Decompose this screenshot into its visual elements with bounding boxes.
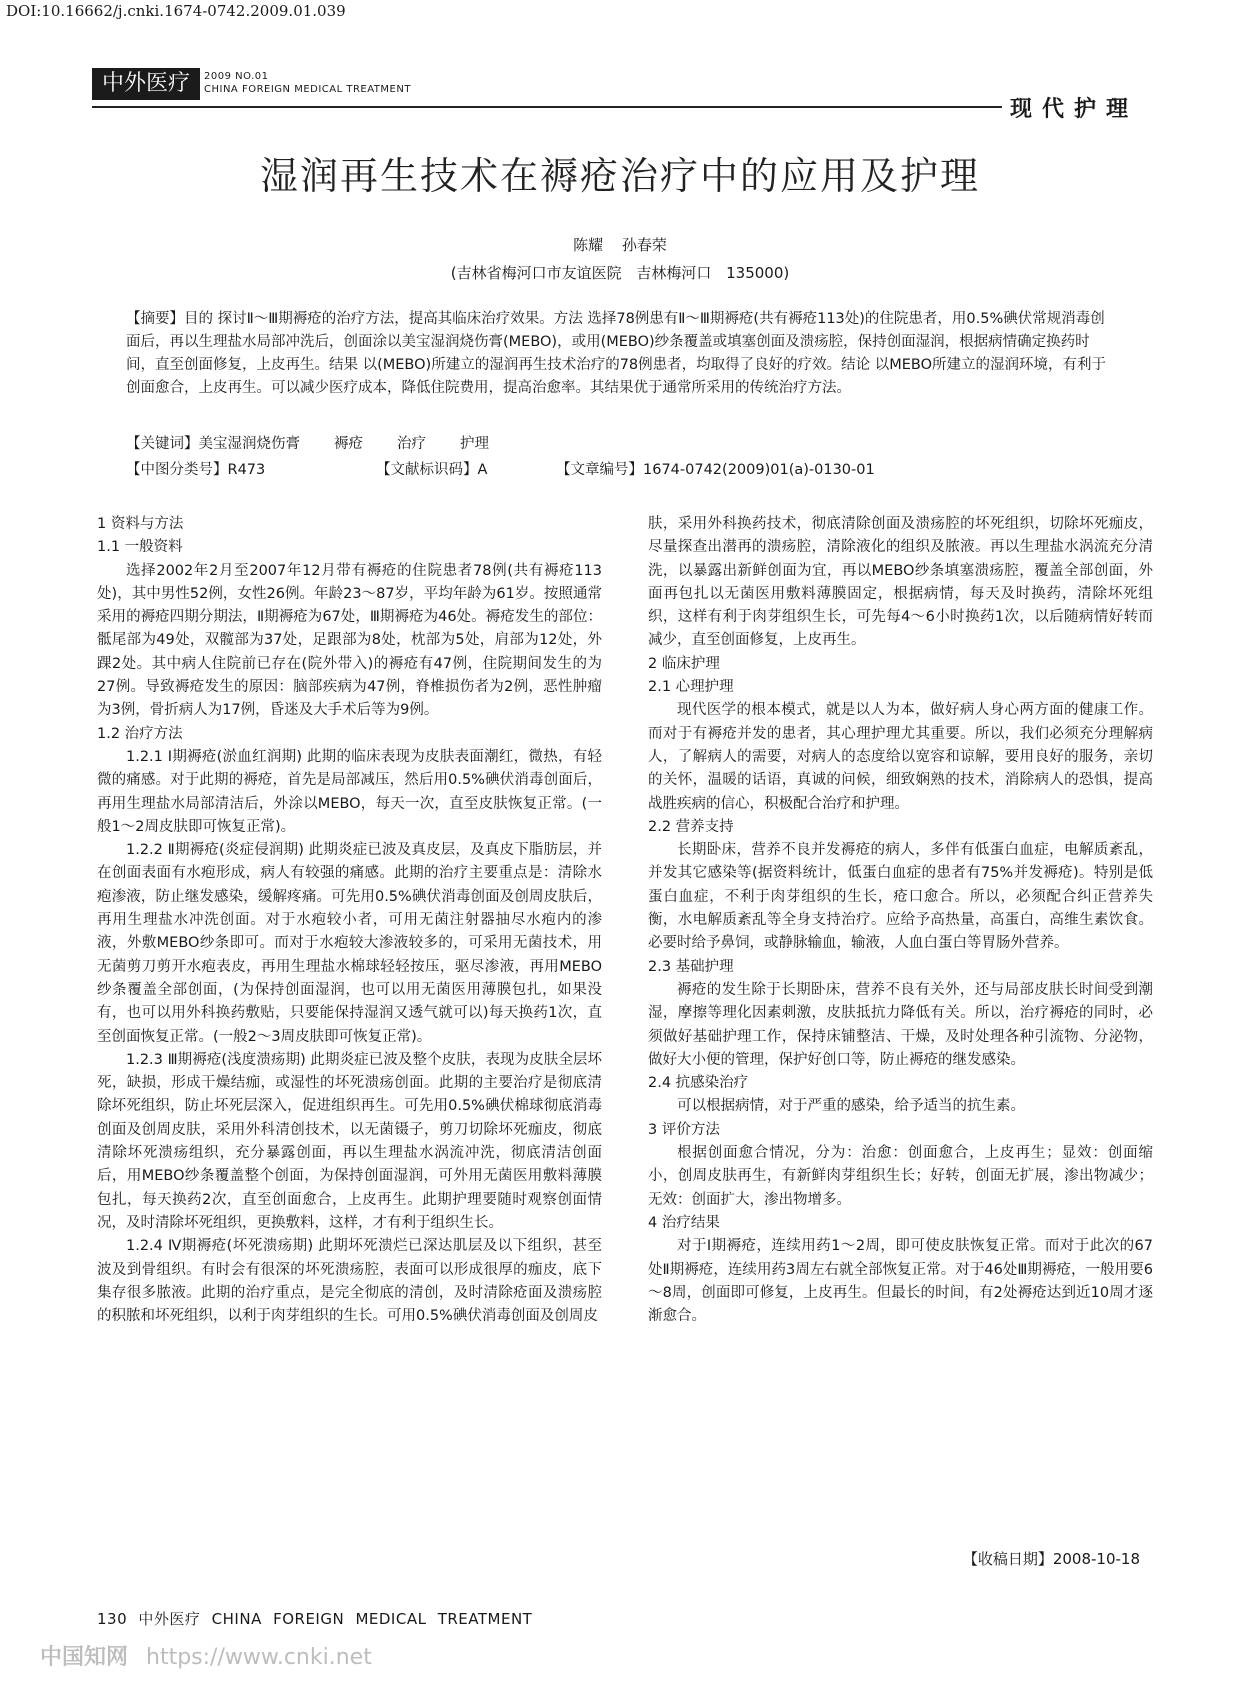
journal-en-name: CHINA FOREIGN MEDICAL TREATMENT xyxy=(204,84,411,95)
paragraph: 1.2.4 Ⅳ期褥疮(坏死溃疡期) 此期坏死溃烂已深达肌层及以下组织，甚至波及到骨组织。有时会有很深的坏死溃疡腔，表面可以形成很厚的痂皮，底下集存很多脓液。此期的治疗重点，是完全彻底的清创，及时清除疮面及溃疡腔的积脓和坏死组织，以利于肉芽组织的生长。可用0.5%碘伏消毒创面及创周皮 xyxy=(97,1238,602,1325)
left-column xyxy=(97,513,602,1328)
keyword: 护理 xyxy=(460,436,489,452)
authors: 陈耀 孙春荣 xyxy=(573,236,667,254)
clc-code: 【中图分类号】R473 xyxy=(126,462,266,478)
abstract-text: 【摘要】目的 探讨Ⅱ～Ⅲ期褥疮的治疗方法，提高其临床治疗效果。方法 选择78例患有Ⅱ～Ⅲ期褥疮(共有褥疮113处)的住院患者，用0.5%碘伏常规消毒创面后，再以生理盐水局部冲洗后，创面涂以美宝湿润烧伤膏(MEBO)，或用(MEBO)纱条覆盖或填塞创面及溃疡腔，保持创面湿润，根据病情确定换药时间，直至创面修复，上皮再生。结果 以(MEBO)所建立的湿润再生技术治疗的78例患者，均取得了良好的疗效。结论 以MEBO所建立的湿润环境，有利于创面愈合，上皮再生。可以减少医疗成本，降低住院费用，提高治愈率。其结果优于通常所采用的传统治疗方法。 xyxy=(126,311,1107,396)
section-heading: 2.1 心理护理 xyxy=(648,679,734,696)
doc-code: 【文献标识码】A xyxy=(376,462,488,478)
keywords-label: 【关键词】 xyxy=(126,436,199,452)
cnki-watermark xyxy=(40,1640,372,1671)
paragraph: 1.2.2 Ⅱ期褥疮(炎症侵润期) 此期炎症已波及真皮层，及真皮下脂肪层，并在创面表面有水疱形成，病人有较强的痛感。此期的治疗主要重点是：清除水疱渗液，防止继发感染，缓解疼痛。可先用0.5%碘伏消毒创面及创周皮肤后，再用生理盐水冲洗创面。对于水疱较小者，可用无菌注射器抽尽水疱内的渗液，外敷MEBO纱条即可。而对于水疱较大渗液较多的，可采用无菌技术，用无菌剪刀剪开水疱表皮，再用生理盐水棉球轻轻按压，驱尽渗液，再用MEBO纱条覆盖全部创面，(为保持创面湿润，也可以用无菌医用薄膜包扎，如果没有，也可以用外科换药敷贴，只要能保持湿润又透气就可以)每天换药1次，直至创面恢复正常。(一般2～3周皮肤即可恢复正常)。 xyxy=(97,842,602,1045)
section-heading: 2.3 基础护理 xyxy=(648,958,734,975)
journal-meta xyxy=(204,70,411,96)
keywords xyxy=(126,432,523,453)
doi-line: DOI:10.16662/j.cnki.1674-0742.2009.01.039 xyxy=(6,2,346,20)
paragraph: 1.2.1 Ⅰ期褥疮(淤血红润期) 此期的临床表现为皮肤表面潮红，微热，有轻微的痛感。对于此期的褥疮，首先是局部减压，然后用0.5%碘伏消毒创面后，再用生理盐水局部清洁后，外涂以MEBO，每天一次，直至皮肤恢复正常。(一般1～2周皮肤即可恢复正常)。 xyxy=(97,748,602,835)
received-date: 【收稿日期】2008-10-18 xyxy=(962,1550,1140,1568)
paragraph: 根据创面愈合情况，分为：治愈：创面愈合，上皮再生；显效：创面缩小，创周皮肤再生，有新鲜肉芽组织生长；好转，创面无扩展，渗出物减少；无效：创面扩大，渗出物增多。 xyxy=(648,1145,1153,1208)
paragraph: 选择2002年2月至2007年12月带有褥疮的住院患者78例(共有褥疮113处)，其中男性52例，女性26例。年龄23～87岁，平均年龄为61岁。按照通常采用的褥疮四期分期法，Ⅱ期褥疮为67处，Ⅲ期褥疮为46处。褥疮发生的部位：骶尾部为49处，双髋部为37处，足跟部为8处，枕部为5处，肩部为12处，外踝2处。其中病人住院前已存在(院外带入)的褥疮有47例，住院期间发生的为27例。导致褥疮发生的原因：脑部疾病为47例，脊椎损伤者为2例，恶性肿瘤为3例，骨折病人为17例，昏迷及大手术后等为9例。 xyxy=(97,562,602,719)
keyword: 美宝湿润烧伤膏 xyxy=(198,436,300,452)
paragraph: 对于Ⅰ期褥疮，连续用药1～2周，即可使皮肤恢复正常。而对于此次的67处Ⅱ期褥疮，连续用药3周左右就全部恢复正常。对于46处Ⅲ期褥疮，一般用要6～8周，创面即可修复，上皮再生。但最长的时间，有2处褥疮达到近10周才逐渐愈合。 xyxy=(648,1238,1153,1325)
paragraph: 长期卧床，营养不良并发褥疮的病人，多伴有低蛋白血症，电解质紊乱，并发其它感染等(据资料统计，低蛋白血症的患者有75%并发褥疮)。特别是低蛋白血症，不利于肉芽组织的生长，疮口愈合。所以，必须配合纠正营养失衡，水电解质紊乱等全身支持治疗。应给予高热量，高蛋白，高维生素饮食。必要时给予鼻饲，或静脉输血，输液，人血白蛋白等胃肠外营养。 xyxy=(648,842,1153,952)
section-heading: 1.1 一般资料 xyxy=(97,539,183,556)
paragraph: 褥疮的发生除于长期卧床，营养不良有关外，还与局部皮肤长时间受到潮湿，摩擦等理化因素刺激，皮肤抵抗力降低有关。所以，治疗褥疮的同时，必须做好基础护理工作，保持床铺整洁、干燥，及时处理各种引流物、分泌物，做好大小便的管理，保护好创口等，防止褥疮的继发感染。 xyxy=(648,981,1153,1068)
paragraph: 1.2.3 Ⅲ期褥疮(浅度溃疡期) 此期炎症已波及整个皮肤，表现为皮肤全层坏死，缺损，形成干燥结痂，或湿性的坏死溃疡创面。此期的主要治疗是彻底清除坏死组织，防止坏死层深入，促进组织再生。可先用0.5%碘伏棉球彻底消毒创面及创周皮肤，采用外科清创技术，以无菌镊子，剪刀切除坏死痂皮，彻底清除坏死溃疡组织，充分暴露创面，再以生理盐水涡流冲洗，彻底清洁创面后，用MEBO纱条覆盖整个创面，为保持创面湿润，可外用无菌医用敷料薄膜包扎，每天换药2次，直至创面愈合，上皮再生。此期护理要随时观察创面情况，及时清除坏死组织，更换敷料，这样，才有利于组织生长。 xyxy=(97,1051,602,1231)
paragraph: 现代医学的根本模式，就是以人为本，做好病人身心两方面的健康工作。而对于有褥疮并发的患者，其心理护理尤其重要。所以，我们必须充分理解病人，了解病人的需要，对病人的态度给以宽容和谅解，要用良好的服务，亲切的关怀，温暖的话语，真诚的问候，细致娴熟的技术，消除病人的恐惧，提高战胜疾病的信心，积极配合治疗和护理。 xyxy=(648,702,1153,812)
article-title: 湿润再生技术在褥疮治疗中的应用及护理 xyxy=(259,154,980,198)
paragraph: 可以根据病情，对于严重的感染，给予适当的抗生素。 xyxy=(677,1098,1025,1115)
section-heading: 2.4 抗感染治疗 xyxy=(648,1075,749,1092)
header-rule xyxy=(92,106,1002,108)
section-tag: 现代护理 xyxy=(1010,97,1139,122)
section-heading: 1 资料与方法 xyxy=(97,516,184,532)
section-heading: 1.2 治疗方法 xyxy=(97,725,183,742)
journal-logo: 中外医疗 xyxy=(92,68,200,100)
section-heading: 4 治疗结果 xyxy=(648,1214,720,1231)
keyword: 治疗 xyxy=(397,436,426,452)
section-heading: 3 评价方法 xyxy=(648,1121,720,1138)
page-footer: 130 中外医疗 CHINA FOREIGN MEDICAL TREATMENT xyxy=(97,1610,533,1628)
keyword: 褥疮 xyxy=(334,436,363,452)
right-column xyxy=(648,513,1153,1328)
paragraph: 肤，采用外科换药技术，彻底清除创面及溃疡腔的坏死组织，切除坏死痂皮，尽量探查出潜再的溃疡腔，清除液化的组织及脓液。再以生理盐水涡流充分清洗，以暴露出新鲜创面为宜，再以MEBO纱条填塞溃疡腔，覆盖全部创面，外面再包扎以无菌医用敷料薄膜固定，根据病情，每天及时换药，清除坏死组织，这样有利于肉芽组织生长，可先每4～6小时换药1次，以后随病情好转而减少，直至创面修复，上皮再生。 xyxy=(648,516,1153,649)
article-number: 【文章编号】1674-0742(2009)01(a)-0130-01 xyxy=(556,462,875,478)
abstract xyxy=(126,308,1116,400)
watermark-brand: 中国知网 xyxy=(40,1645,129,1670)
issue-line: 2009 NO.01 xyxy=(204,71,269,82)
affiliation: (吉林省梅河口市友谊医院 吉林梅河口 135000) xyxy=(450,264,790,282)
section-heading: 2 临床护理 xyxy=(648,655,720,672)
section-heading: 2.2 营养支持 xyxy=(648,818,734,835)
watermark-url: https://www.cnki.net xyxy=(146,1645,372,1670)
